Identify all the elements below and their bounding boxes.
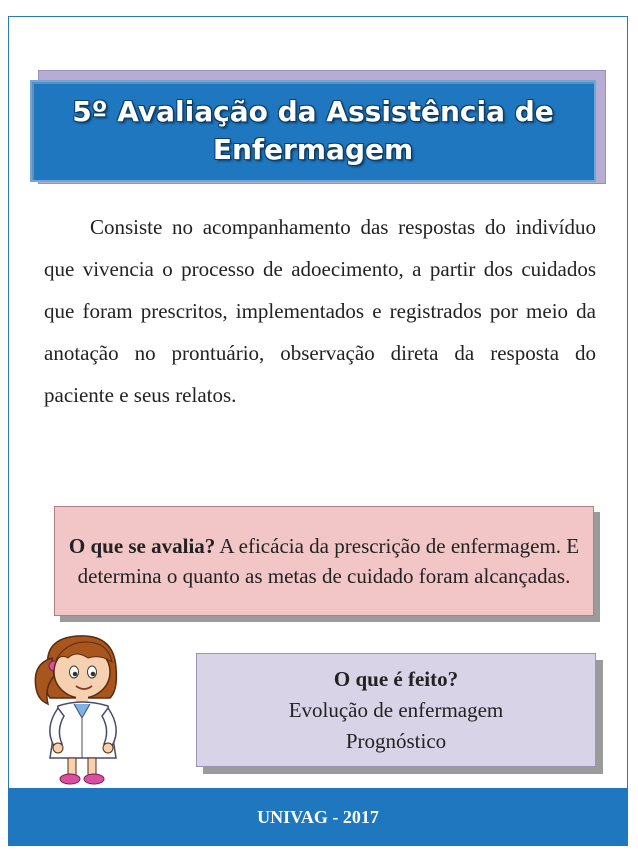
- evaluation-text: [65, 531, 583, 591]
- done-heading: O que é feito?: [333, 666, 459, 691]
- nurse-girl-illustration: [26, 628, 146, 788]
- done-item-evolution: Evolução de enfermagem: [288, 697, 504, 722]
- evaluation-question: O que se avalia?: [68, 534, 216, 558]
- footer-bar: [8, 788, 628, 846]
- done-box: [196, 653, 596, 767]
- footer-text: UNIVAG - 2017: [257, 806, 379, 827]
- title-banner: [30, 80, 596, 182]
- evaluation-box: [54, 506, 594, 616]
- page-title: 5º Avaliação da Assistência de Enfermagem: [72, 95, 554, 166]
- evaluation-answer: A eficácia da prescrição de enfermagem. E determina o quanto as metas de cuidado foram alcançadas.: [77, 534, 580, 588]
- done-item-prognosis: Prognóstico: [345, 728, 447, 753]
- body-paragraph: Consiste no acompanhamento das respostas do indivíduo que vivencia o processo de adoecimento, a partir dos cuidados que foram prescritos, implementados e registrados por meio da anotação no prontuário, observação direta da resposta do paciente e seus relatos.: [44, 215, 596, 407]
